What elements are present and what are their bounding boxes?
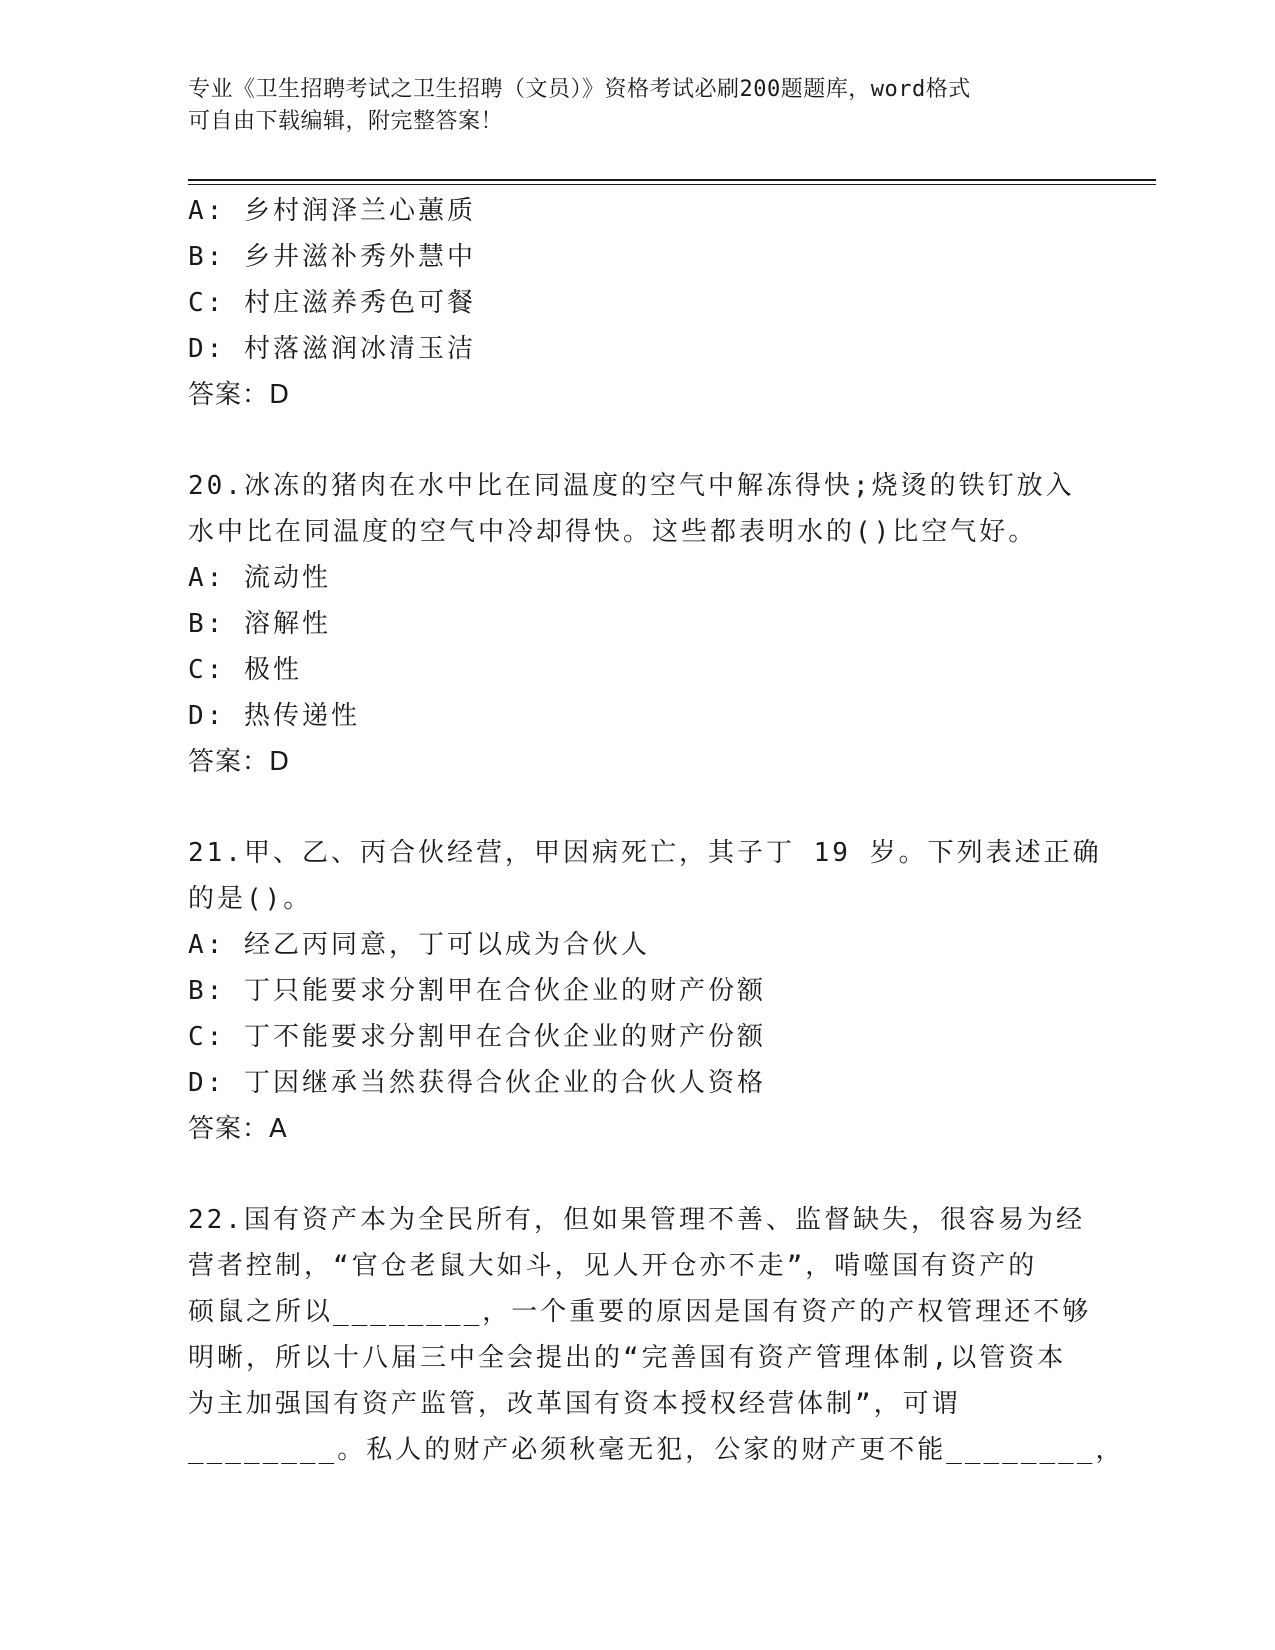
option-c: C: 极性 <box>188 655 302 685</box>
option-d: D: 村落滋润冰清玉洁 <box>188 334 476 364</box>
option-d: D: 丁因继承当然获得合伙企业的合伙人资格 <box>188 1068 766 1098</box>
option-c: C: 村庄滋养秀色可餐 <box>188 288 476 318</box>
option-b: B: 溶解性 <box>188 609 331 639</box>
option-a: A: 流动性 <box>188 563 331 593</box>
option-d: D: 热传递性 <box>188 701 360 731</box>
header-divider-thin <box>188 184 1156 185</box>
question-stem: 21.甲、乙、丙合伙经营，甲因病死亡，其子丁 19 岁。下列表述正确 <box>188 838 1102 868</box>
answer-line: 答案：D <box>188 747 291 777</box>
option-c: C: 丁不能要求分割甲在合伙企业的财产份额 <box>188 1022 766 1052</box>
document-header <box>188 74 1088 138</box>
answer-line: 答案：D <box>188 380 291 410</box>
header-divider-thick <box>188 179 1156 181</box>
question-stem: 22.国有资产本为全民所有，但如果管理不善、监督缺失，很容易为经 <box>188 1205 1085 1235</box>
option-a: A: 乡村润泽兰心蕙质 <box>188 196 476 226</box>
question-stem: 20.冰冻的猪肉在水中比在同温度的空气中解冻得快;烧烫的铁钉放入 <box>188 471 1075 501</box>
question-stem: 硕鼠之所以________，一个重要的原因是国有资产的产权管理还不够 <box>188 1297 1092 1327</box>
option-b: B: 乡井滋补秀外慧中 <box>188 242 476 272</box>
question-stem: 为主加强国有资产监管，改革国有资本授权经营体制”，可谓 <box>188 1389 961 1419</box>
question-stem: 水中比在同温度的空气中冷却得快。这些都表明水的()比空气好。 <box>188 517 1038 547</box>
question-stem: 营者控制，“官仓老鼠大如斗，见人开仓亦不走”，啃噬国有资产的 <box>188 1251 1038 1281</box>
question-stem: 的是()。 <box>188 884 313 914</box>
question-stem: ________。私人的财产必须秋毫无犯，公家的财产更不能________， <box>188 1435 1125 1465</box>
question-list <box>188 188 1125 1473</box>
question-21 <box>188 830 1102 1152</box>
header-line-2: 可自由下载编辑，附完整答案！ <box>188 109 504 134</box>
answer-line: 答案：A <box>188 1114 288 1144</box>
question-22 <box>188 1197 1125 1473</box>
header-line-1: 专业《卫生招聘考试之卫生招聘（文员）》资格考试必刷200题题库，word格式 <box>188 77 971 102</box>
question-20 <box>188 463 1088 785</box>
question-19 <box>188 188 1088 418</box>
option-a: A: 经乙丙同意，丁可以成为合伙人 <box>188 930 650 960</box>
option-b: B: 丁只能要求分割甲在合伙企业的财产份额 <box>188 976 766 1006</box>
question-stem: 明晰，所以十八届三中全会提出的“完善国有资产管理体制,以管资本 <box>188 1343 1067 1373</box>
